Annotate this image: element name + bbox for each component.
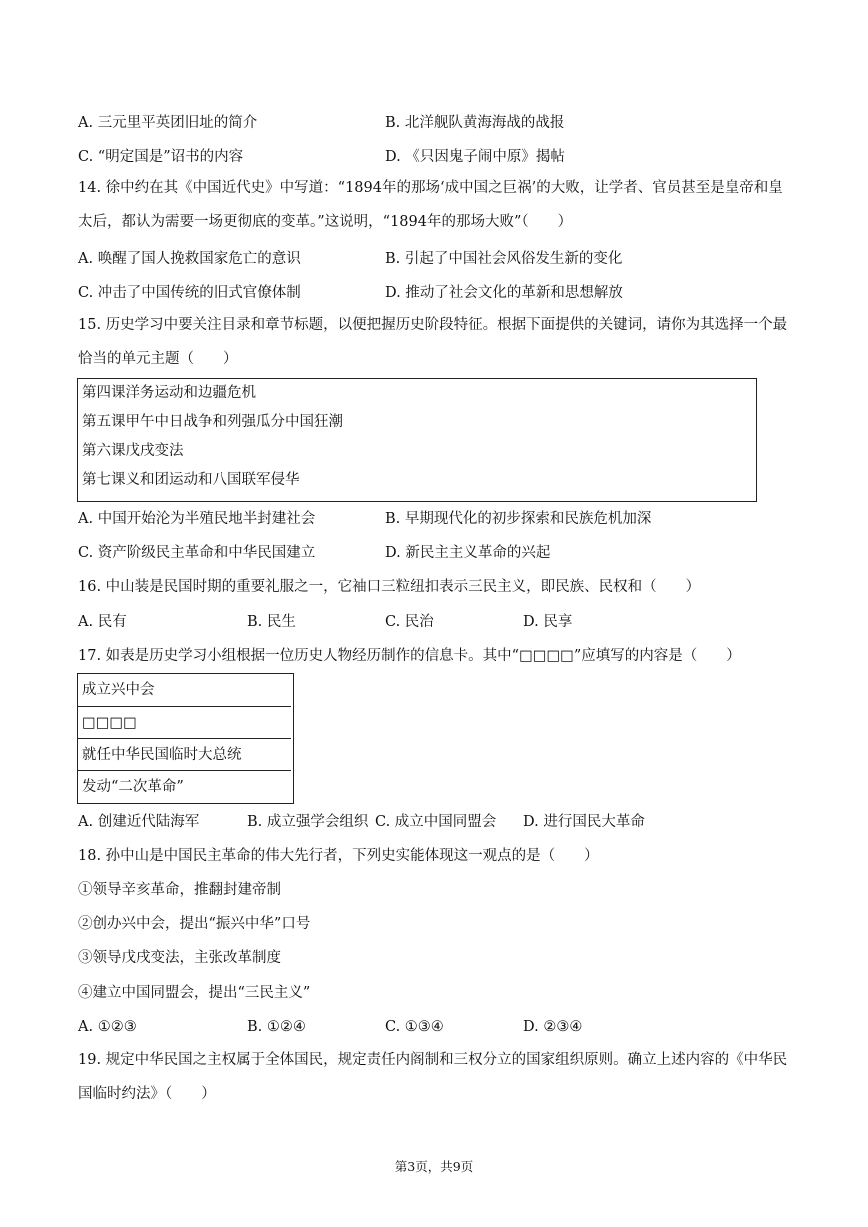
q13-option-d: D. 《只因鬼子闹中原》揭帖 [385, 149, 565, 165]
q17-option-d: D. 进行国民大革命 [523, 814, 645, 830]
q17-option-a: A. 创建近代陆海军 [78, 814, 200, 830]
q18-option-a: A. ①②③ [78, 1019, 137, 1035]
q15-keyword-box [77, 378, 757, 502]
q18-item: ①领导辛亥革命，推翻封建帝制 [78, 882, 281, 898]
page-number: 第3页，共9页 [394, 1159, 474, 1174]
q18-stem: 18. 孙中山是中国民主革命的伟大先行者，下列史实能体现这一观点的是（ ） [78, 848, 599, 864]
q18-option-d: D. ②③④ [523, 1019, 583, 1035]
q17-info-card-table [77, 673, 294, 804]
q17-table-row: 就任中华民国临时大总统 [78, 739, 291, 771]
q16-option-c: C. 民治 [385, 614, 434, 630]
q19-stem: 19. 规定中华民国之主权属于全体国民，规定责任内阁制和三权分立的国家组织原则。确立上述内容的《中华民国临时约法》（ ） [78, 1052, 788, 1102]
q16-option-d: D. 民享 [523, 614, 573, 630]
q15-stem: 15. 历史学习中要关注目录和章节标题，以便把握历史阶段特征。根据下面提供的关键词，请你为其选择一个最恰当的单元主题（ ） [78, 317, 788, 367]
q13-option-c: C. “明定国是”诏书的内容 [78, 149, 244, 165]
q18-item: ④建立中国同盟会，提出“三民主义” [78, 985, 311, 1001]
q13-option-b: B. 北洋舰队黄海海战的战报 [385, 115, 565, 131]
q15-box-line: 第七课义和团运动和八国联军侵华 [82, 472, 300, 488]
q15-option-c: C. 资产阶级民主革命和中华民国建立 [78, 545, 316, 561]
q18-item: ③领导戊戌变法，主张改革制度 [78, 950, 281, 966]
q15-box-line: 第四课洋务运动和边疆危机 [82, 385, 256, 401]
q17-stem: 17. 如表是历史学习小组根据一位历史人物经历制作的信息卡。其中“□□□□”应填写的内容是（ ） [78, 648, 741, 664]
q16-stem: 16. 中山装是民国时期的重要礼服之一，它袖口三粒纽扣表示三民主义，即民族、民权和（ ） [78, 579, 701, 595]
q16-option-b: B. 民生 [247, 614, 296, 630]
q16-option-a: A. 民有 [78, 614, 127, 630]
q14-option-c: C. 冲击了中国传统的旧式官僚体制 [78, 285, 301, 301]
q17-option-c: C. 成立中国同盟会 [375, 814, 497, 830]
q15-box-line: 第五课甲午中日战争和列强瓜分中国狂潮 [82, 414, 343, 430]
q17-option-b: B. 成立强学会组织 [247, 814, 369, 830]
q18-option-b: B. ①②④ [247, 1019, 306, 1035]
q15-option-d: D. 新民主主义革命的兴起 [385, 545, 551, 561]
q17-table-row: 成立兴中会 [78, 674, 291, 707]
q14-option-a: A. 唤醒了国人挽救国家危亡的意识 [78, 251, 301, 267]
q18-item: ②创办兴中会，提出“振兴中华”口号 [78, 916, 311, 932]
q15-box-line: 第六课戊戌变法 [82, 443, 184, 459]
q18-option-c: C. ①③④ [385, 1019, 444, 1035]
q13-option-a: A. 三元里平英团旧址的简介 [78, 115, 258, 131]
q15-option-b: B. 早期现代化的初步探索和民族危机加深 [385, 511, 652, 527]
q14-option-b: B. 引起了中国社会风俗发生新的变化 [385, 251, 623, 267]
q14-stem: 14. 徐中约在其《中国近代史》中写道：“1894年的那场‘成中国之巨祸’的大败，让学者、官员甚至是皇帝和皇太后，都认为需要一场更彻底的变革。”这说明，“1894年的那场大败”（ ） [78, 180, 783, 230]
q17-table-row: □□□□ [78, 707, 291, 739]
q14-option-d: D. 推动了社会文化的革新和思想解放 [385, 285, 623, 301]
q17-table-row: 发动“二次革命” [82, 779, 184, 795]
q15-option-a: A. 中国开始沦为半殖民地半封建社会 [78, 511, 316, 527]
